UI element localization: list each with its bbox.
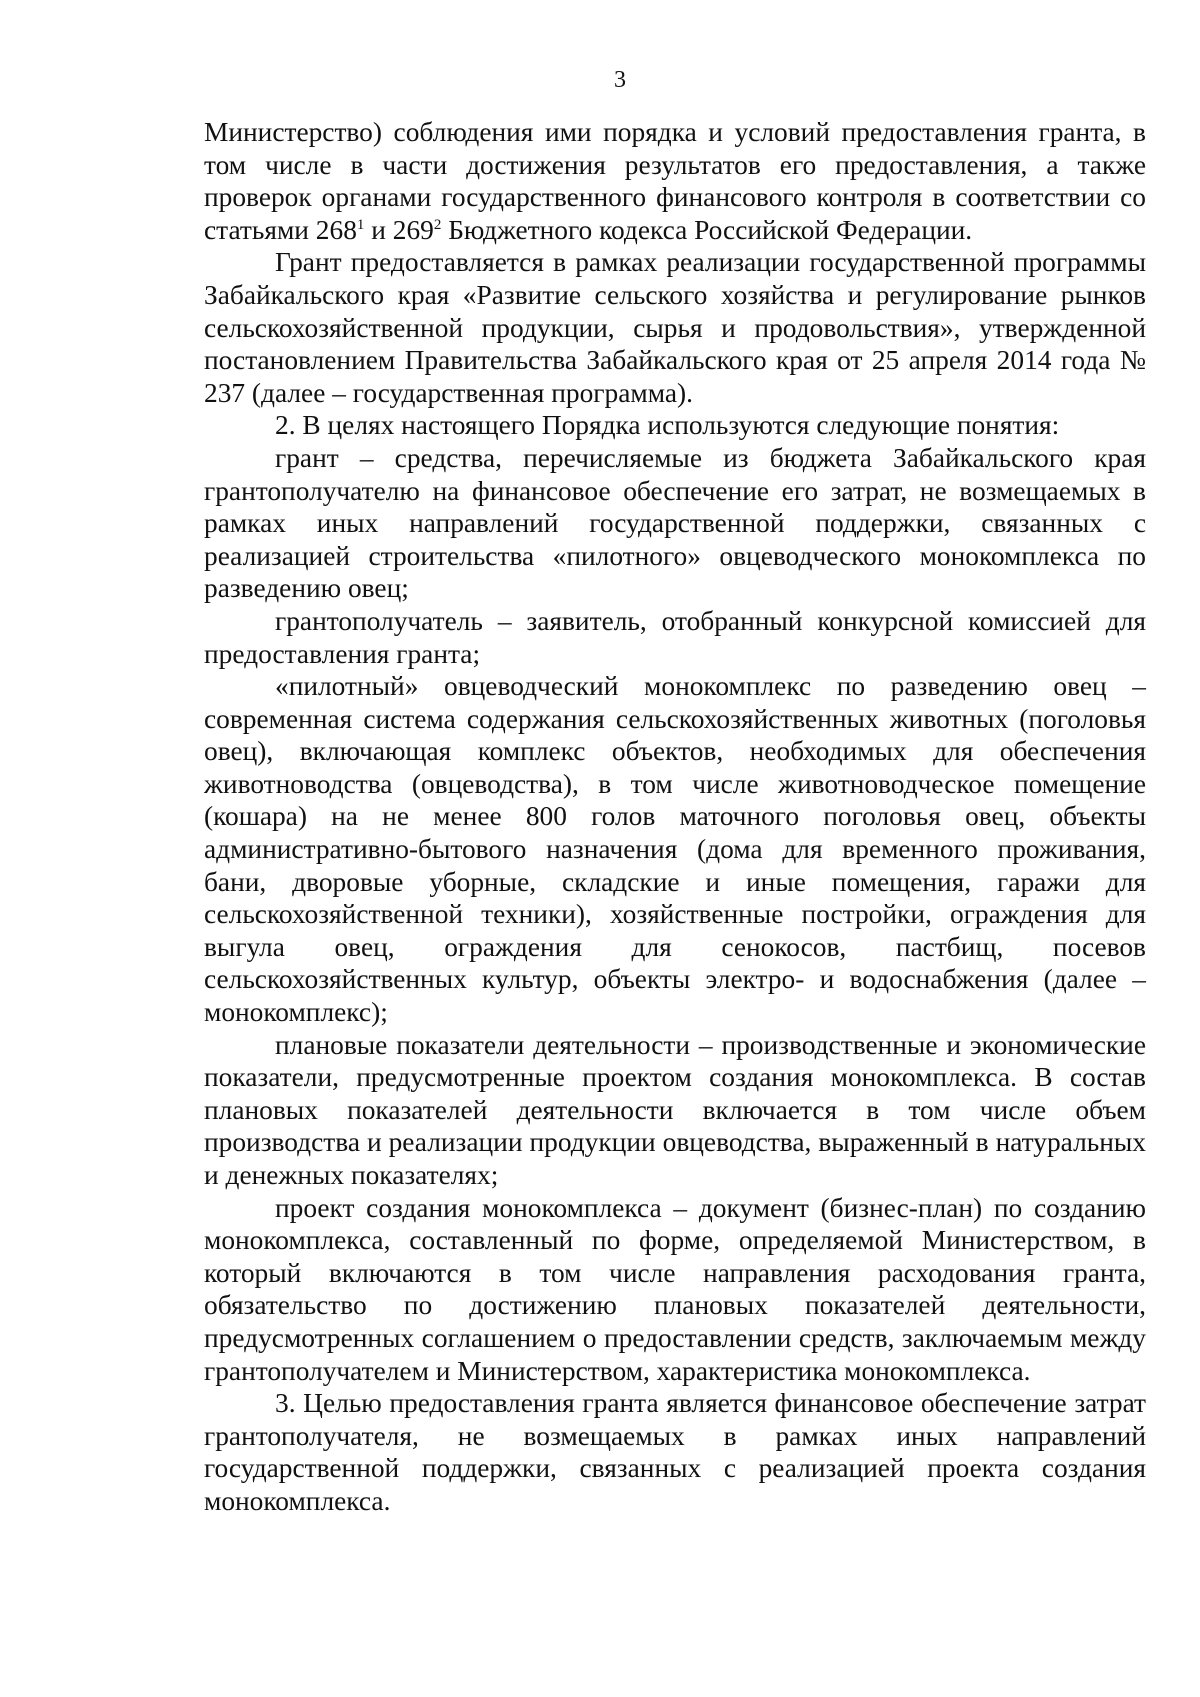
- paragraph-2: [204, 246, 1146, 409]
- text-segment: и 269: [364, 214, 434, 245]
- text-segment: плановые показатели деятельности – производственные и экономические показатели, предусмотренные проектом создания монокомплекса. В состав плановых показателей деятельности включается в том числе объем производства и реализации продукции овцеводства, выраженный в натуральных и денежных показателях;: [204, 1029, 1146, 1190]
- text-segment: 2. В целях настоящего Порядка используются следующие понятия:: [275, 410, 1060, 441]
- text-segment: грант – средства, перечисляемые из бюджета Забайкальского края грантополучателю на финансовое обеспечение его затрат, не возмещаемых в рамках иных направлений государственной поддержки, связанных с реализацией строительства «пилотного» овцеводческого монокомплекса по разведению овец;: [204, 442, 1146, 604]
- page-number: 3: [614, 67, 626, 93]
- paragraph-7: [204, 1029, 1146, 1192]
- paragraph-9: [204, 1387, 1146, 1517]
- text-segment: Бюджетного кодекса Российской Федерации.: [441, 214, 973, 245]
- text-segment: «пилотный» овцеводческий монокомплекс по разведению овец – современная система содержания сельскохозяйственных животных (поголовья овец), включающая комплекс объектов, необходимых для обеспечения животноводства (овцеводства), в том числе животноводческое помещение (кошара) на не менее 800 голов маточного поголовья овец, объекты административно-бытового назначения (дома для временного проживания, бани, дворовые уборные, складские и иные помещения, гаражи для сельскохозяйственной техники), хозяйственные постройки, ограждения для выгула овец, ограждения для сенокосов, пастбищ, посевов сельскохозяйственных культур, объекты электро- и водоснабжения (далее – монокомплекс);: [204, 671, 1146, 1028]
- paragraph-5: [204, 605, 1146, 670]
- paragraph-6: [204, 670, 1146, 1029]
- paragraph-8: [204, 1192, 1146, 1388]
- text-segment: Грант предоставляется в рамках реализации государственной программы Забайкальского края «Развитие сельского хозяйства и регулирование рынков сельскохозяйственной продукции, сырья и продовольствия», утвержденной постановлением Правительства Забайкальского края от 25 апреля 2014 года № 237 (далее – государственная программа).: [204, 247, 1146, 408]
- paragraph-3: [204, 409, 1146, 442]
- paragraph-4: [204, 442, 1146, 605]
- paragraph-1: [204, 116, 1146, 246]
- text-segment: 3. Целью предоставления гранта является финансовое обеспечение затрат грантополучателя, не возмещаемых в рамках иных направлений государственной поддержки, связанных с реализацией проекта создания монокомплекса.: [204, 1388, 1146, 1516]
- superscript: 2: [433, 216, 442, 233]
- text-segment: грантополучатель – заявитель, отобранный конкурсной комиссией для предоставления гранта;: [204, 605, 1146, 669]
- superscript: 1: [356, 216, 365, 233]
- text-segment: Министерство) соблюдения ими порядка и условий предоставления гранта, в том числе в части достижения результатов его предоставления, а также проверок органами государственного финансового контроля в соответствии со статьями 268: [204, 117, 1146, 245]
- document-body: [204, 116, 1146, 1518]
- text-segment: проект создания монокомплекса – документ (бизнес-план) по созданию монокомплекса, составленный по форме, определяемой Министерством, в который включаются в том числе направления расходования гранта, обязательство по достижению плановых показателей деятельности, предусмотренных соглашением о предоставлении средств, заключаемым между грантополучателем и Министерством, характеристика монокомплекса.: [204, 1192, 1146, 1386]
